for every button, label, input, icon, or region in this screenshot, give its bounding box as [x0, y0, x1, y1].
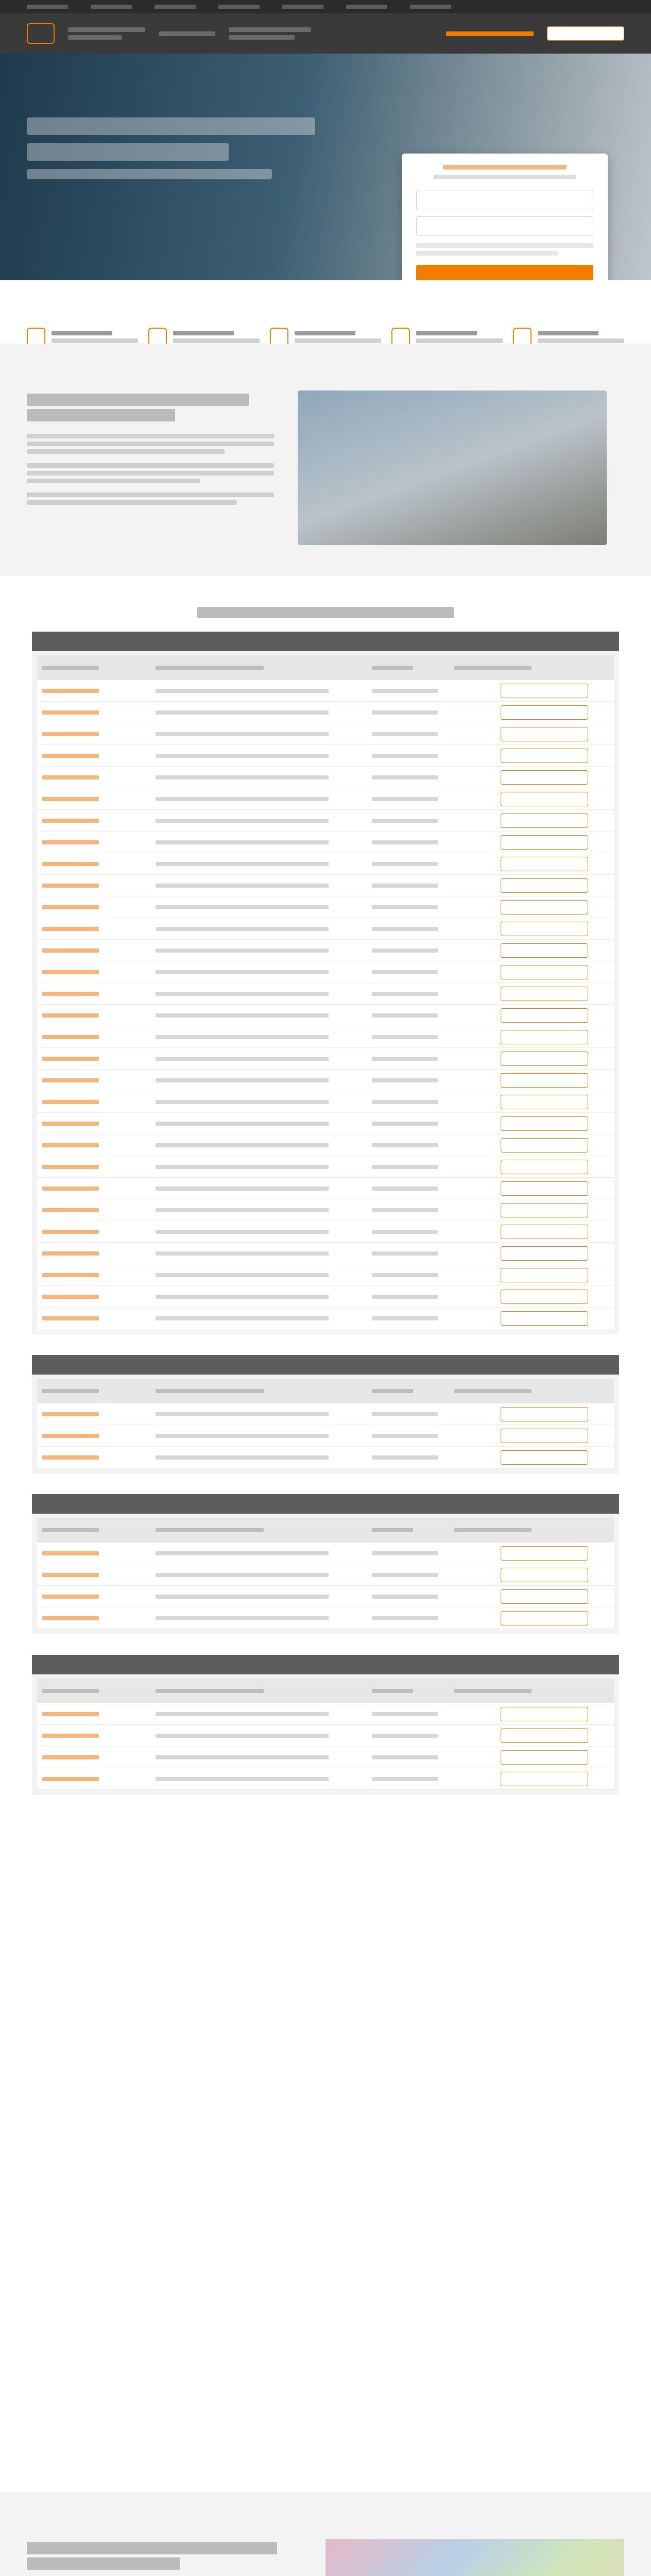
spec-cell	[156, 1273, 372, 1277]
feature-text	[416, 338, 503, 343]
delivery-section	[0, 2493, 651, 2576]
spec-cell	[156, 840, 372, 844]
spec-cell	[156, 1573, 372, 1577]
grade-link[interactable]	[42, 819, 156, 823]
name-input[interactable]	[416, 191, 593, 210]
spec-cell	[156, 927, 372, 931]
price-cell	[372, 819, 454, 823]
spec-cell	[156, 775, 372, 779]
order-button[interactable]	[501, 1707, 588, 1721]
order-button[interactable]	[501, 1407, 588, 1421]
spec-cell	[156, 1551, 372, 1555]
city-selector[interactable]	[159, 28, 215, 39]
price-row	[37, 1070, 614, 1091]
order-button[interactable]	[501, 1181, 588, 1196]
price-cell	[372, 1734, 454, 1738]
price-table	[32, 1494, 619, 1634]
spec-cell	[156, 905, 372, 909]
feature-text	[295, 338, 381, 343]
price-row	[37, 961, 614, 983]
price-row	[37, 1447, 614, 1468]
price-row	[37, 1607, 614, 1629]
feature-text	[52, 338, 138, 343]
column-header	[156, 666, 372, 670]
spec-cell	[156, 754, 372, 758]
price-cell	[372, 1057, 454, 1061]
price-cell	[372, 754, 454, 758]
grade-link[interactable]	[42, 1712, 156, 1716]
spec-cell	[156, 1434, 372, 1438]
order-button[interactable]	[501, 1546, 588, 1561]
price-row	[37, 832, 614, 853]
features-strip	[0, 280, 651, 344]
spec-cell	[156, 1734, 372, 1738]
feature-text	[173, 338, 260, 343]
price-cell	[372, 1316, 454, 1320]
feature-item	[148, 328, 260, 344]
spec-cell	[156, 948, 372, 953]
price-cell	[372, 1595, 454, 1599]
grade-link[interactable]	[42, 754, 156, 758]
grade-link[interactable]	[42, 1208, 156, 1212]
price-table	[32, 1355, 619, 1473]
order-button[interactable]	[501, 943, 588, 958]
grade-link[interactable]	[42, 840, 156, 844]
column-header	[42, 1689, 156, 1693]
price-cell	[372, 1013, 454, 1018]
price-cell	[372, 1777, 454, 1781]
price-cell	[372, 1434, 454, 1438]
delivery-zones-map[interactable]	[326, 2539, 624, 2576]
price-row	[37, 1586, 614, 1607]
price-cell	[372, 1122, 454, 1126]
order-button[interactable]	[501, 770, 588, 785]
discount-form	[402, 154, 608, 280]
grade-link[interactable]	[42, 1165, 156, 1169]
price-table-title	[32, 1655, 619, 1674]
site-header	[0, 13, 651, 54]
column-header	[42, 1389, 156, 1393]
grade-link[interactable]	[42, 1573, 156, 1577]
price-cell	[372, 710, 454, 715]
price-table	[32, 632, 619, 1334]
price-row	[37, 1134, 614, 1156]
feature-item	[270, 328, 381, 344]
price-cell	[372, 1273, 454, 1277]
column-header	[156, 1389, 372, 1393]
order-button[interactable]	[501, 1750, 588, 1765]
price-row	[37, 1026, 614, 1048]
grade-link[interactable]	[42, 1013, 156, 1018]
grade-link[interactable]	[42, 775, 156, 779]
price-cell	[372, 1143, 454, 1147]
order-button[interactable]	[501, 987, 588, 1001]
price-cell	[372, 905, 454, 909]
feature-text	[538, 338, 624, 343]
price-cell	[372, 1078, 454, 1082]
column-header	[42, 1528, 156, 1532]
grade-link[interactable]	[42, 1551, 156, 1555]
order-button[interactable]	[501, 1290, 588, 1304]
grade-link[interactable]	[42, 1230, 156, 1234]
price-row	[37, 1403, 614, 1425]
price-row	[37, 1264, 614, 1286]
price-row	[37, 1113, 614, 1134]
feature-item	[513, 328, 624, 344]
order-button[interactable]	[501, 922, 588, 936]
order-button[interactable]	[501, 1246, 588, 1261]
grade-link[interactable]	[42, 1595, 156, 1599]
spec-cell	[156, 1013, 372, 1018]
concrete-pouring-photo	[298, 391, 607, 545]
spec-cell	[156, 1616, 372, 1620]
feature-icon	[513, 328, 532, 344]
order-button[interactable]	[501, 792, 588, 806]
spec-cell	[156, 1455, 372, 1460]
price-row	[37, 810, 614, 832]
order-button[interactable]	[501, 749, 588, 763]
order-button[interactable]	[501, 1138, 588, 1153]
price-row	[37, 853, 614, 875]
intro-text	[27, 434, 274, 505]
grade-link[interactable]	[42, 1412, 156, 1416]
column-header	[372, 1389, 454, 1393]
order-button[interactable]	[501, 1073, 588, 1088]
spec-cell	[156, 884, 372, 888]
price-row	[37, 940, 614, 961]
nav-link[interactable]	[27, 5, 68, 9]
price-table-title	[32, 1494, 619, 1514]
spec-cell	[156, 710, 372, 715]
price-row	[37, 767, 614, 788]
order-button[interactable]	[501, 1225, 588, 1239]
order-button[interactable]	[501, 900, 588, 914]
grade-link[interactable]	[42, 1273, 156, 1277]
spec-cell	[156, 1165, 372, 1169]
spec-cell	[156, 689, 372, 693]
grade-link[interactable]	[42, 1434, 156, 1438]
price-cell	[372, 1455, 454, 1460]
price-row	[37, 875, 614, 896]
grade-link[interactable]	[42, 732, 156, 736]
grade-link[interactable]	[42, 1316, 156, 1320]
spec-cell	[156, 797, 372, 801]
price-row	[37, 745, 614, 767]
order-button[interactable]	[501, 1052, 588, 1066]
price-row	[37, 1048, 614, 1070]
price-row	[37, 1768, 614, 1790]
feature-title	[52, 331, 112, 335]
nav-link[interactable]	[282, 5, 323, 9]
price-row	[37, 1199, 614, 1221]
hero-title	[27, 117, 315, 200]
price-table-title	[32, 632, 619, 651]
grade-link[interactable]	[42, 1187, 156, 1191]
grade-link[interactable]	[42, 1100, 156, 1104]
callback-button[interactable]	[547, 26, 624, 41]
price-row	[37, 1286, 614, 1308]
spec-cell	[156, 1230, 372, 1234]
spec-cell	[156, 1057, 372, 1061]
order-button[interactable]	[501, 1772, 588, 1786]
nav-link[interactable]	[91, 5, 132, 9]
truck-logo-icon[interactable]	[27, 23, 55, 44]
grade-link[interactable]	[42, 905, 156, 909]
price-row	[37, 918, 614, 940]
column-header	[372, 1528, 454, 1532]
price-row	[37, 1725, 614, 1747]
grade-link[interactable]	[42, 1078, 156, 1082]
price-row	[37, 896, 614, 918]
column-header	[454, 1389, 609, 1393]
working-hours	[229, 24, 311, 43]
grade-link[interactable]	[42, 1755, 156, 1759]
spec-cell	[156, 1208, 372, 1212]
price-table-header	[37, 1518, 614, 1543]
price-row	[37, 1243, 614, 1264]
price-cell	[372, 1712, 454, 1716]
intro-section	[0, 344, 651, 576]
grade-link[interactable]	[42, 1616, 156, 1620]
feature-title	[538, 331, 598, 335]
price-cell	[372, 1295, 454, 1299]
price-table-header	[37, 1679, 614, 1703]
price-table	[32, 1655, 619, 1795]
price-cell	[372, 862, 454, 866]
price-row	[37, 1564, 614, 1586]
price-row	[37, 1178, 614, 1199]
order-button[interactable]	[501, 1095, 588, 1109]
price-cell	[372, 1230, 454, 1234]
grade-link[interactable]	[42, 927, 156, 931]
feature-icon	[27, 328, 45, 344]
order-button[interactable]	[501, 1611, 588, 1625]
order-button[interactable]	[501, 1429, 588, 1443]
column-header	[454, 1689, 609, 1693]
grade-link[interactable]	[42, 992, 156, 996]
spec-cell	[156, 1035, 372, 1039]
feature-item	[391, 328, 503, 344]
nav-link[interactable]	[218, 5, 260, 9]
top-navigation	[0, 0, 651, 13]
grade-link[interactable]	[42, 1143, 156, 1147]
column-header	[156, 1689, 372, 1693]
order-button[interactable]	[501, 857, 588, 871]
price-cell	[372, 1755, 454, 1759]
spec-cell	[156, 1295, 372, 1299]
grade-link[interactable]	[42, 1777, 156, 1781]
hero-submit-button[interactable]	[416, 265, 593, 280]
grade-link[interactable]	[42, 970, 156, 974]
price-cell	[372, 1412, 454, 1416]
price-row	[37, 723, 614, 745]
nav-link[interactable]	[346, 5, 387, 9]
hero-banner	[0, 54, 651, 280]
spec-cell	[156, 862, 372, 866]
column-header	[42, 666, 156, 670]
order-button[interactable]	[501, 1268, 588, 1282]
price-cell	[372, 1165, 454, 1169]
price-cell	[372, 927, 454, 931]
order-button[interactable]	[501, 1450, 588, 1465]
intro-title	[27, 394, 274, 421]
price-row	[37, 702, 614, 723]
price-cell	[372, 970, 454, 974]
order-button[interactable]	[501, 965, 588, 979]
feature-item	[27, 328, 138, 344]
spec-cell	[156, 732, 372, 736]
grade-link[interactable]	[42, 1035, 156, 1039]
column-header	[454, 666, 609, 670]
price-row	[37, 1005, 614, 1026]
price-cell	[372, 797, 454, 801]
price-cell	[372, 689, 454, 693]
form-title	[416, 165, 593, 170]
spec-cell	[156, 1595, 372, 1599]
price-row	[37, 1425, 614, 1447]
nav-link[interactable]	[155, 5, 196, 9]
order-button[interactable]	[501, 705, 588, 720]
order-button[interactable]	[501, 1568, 588, 1582]
feature-icon	[148, 328, 167, 344]
price-table-header	[37, 1379, 614, 1403]
price-cell	[372, 1616, 454, 1620]
price-row	[37, 1308, 614, 1329]
feature-icon	[391, 328, 410, 344]
spec-cell	[156, 970, 372, 974]
price-cell	[372, 992, 454, 996]
grade-link[interactable]	[42, 1251, 156, 1256]
grade-link[interactable]	[42, 1455, 156, 1460]
brand-name	[68, 24, 145, 43]
grade-link[interactable]	[42, 689, 156, 693]
price-row	[37, 1703, 614, 1725]
grade-link[interactable]	[42, 948, 156, 953]
price-row	[37, 1747, 614, 1768]
order-button[interactable]	[501, 1589, 588, 1604]
spec-cell	[156, 1712, 372, 1716]
price-row	[37, 1221, 614, 1243]
price-cell	[372, 948, 454, 953]
feature-title	[416, 331, 477, 335]
grade-link[interactable]	[42, 862, 156, 866]
price-row	[37, 1543, 614, 1564]
price-row	[37, 1091, 614, 1113]
spec-cell	[156, 1316, 372, 1320]
header-phone[interactable]	[446, 28, 534, 39]
order-button[interactable]	[501, 1203, 588, 1217]
price-cell	[372, 1551, 454, 1555]
price-cell	[372, 1573, 454, 1577]
grade-link[interactable]	[42, 1734, 156, 1738]
column-header	[156, 1528, 372, 1532]
order-button[interactable]	[501, 727, 588, 741]
price-cell	[372, 1208, 454, 1212]
price-row	[37, 983, 614, 1005]
order-button[interactable]	[501, 684, 588, 698]
order-button[interactable]	[501, 835, 588, 850]
spec-cell	[156, 819, 372, 823]
grade-link[interactable]	[42, 1122, 156, 1126]
order-button[interactable]	[501, 878, 588, 893]
order-button[interactable]	[501, 1160, 588, 1174]
prices-title	[197, 607, 454, 618]
spec-cell	[156, 992, 372, 996]
form-note	[416, 175, 593, 179]
price-cell	[372, 884, 454, 888]
order-button[interactable]	[501, 1030, 588, 1044]
order-button[interactable]	[501, 1116, 588, 1131]
price-table-title	[32, 1355, 619, 1375]
column-header	[372, 666, 454, 670]
phone-input[interactable]	[416, 216, 593, 236]
spec-cell	[156, 1251, 372, 1256]
order-button[interactable]	[501, 1008, 588, 1023]
spec-cell	[156, 1755, 372, 1759]
spec-cell	[156, 1143, 372, 1147]
order-button[interactable]	[501, 1311, 588, 1326]
price-row	[37, 680, 614, 702]
spec-cell	[156, 1412, 372, 1416]
consent-note	[416, 243, 593, 256]
price-cell	[372, 732, 454, 736]
column-header	[454, 1528, 609, 1532]
grade-link[interactable]	[42, 797, 156, 801]
price-cell	[372, 1187, 454, 1191]
price-cell	[372, 840, 454, 844]
price-section	[0, 576, 651, 2493]
spec-cell	[156, 1100, 372, 1104]
price-row	[37, 788, 614, 810]
price-cell	[372, 1035, 454, 1039]
feature-icon	[270, 328, 288, 344]
price-table-header	[37, 655, 614, 680]
grade-link[interactable]	[42, 1295, 156, 1299]
nav-link[interactable]	[410, 5, 451, 9]
grade-link[interactable]	[42, 710, 156, 715]
grade-link[interactable]	[42, 884, 156, 888]
order-button[interactable]	[501, 1728, 588, 1743]
spec-cell	[156, 1122, 372, 1126]
feature-title	[173, 331, 234, 335]
price-row	[37, 1156, 614, 1178]
price-cell	[372, 775, 454, 779]
price-cell	[372, 1251, 454, 1256]
price-cell	[372, 1100, 454, 1104]
spec-cell	[156, 1777, 372, 1781]
feature-title	[295, 331, 355, 335]
grade-link[interactable]	[42, 1057, 156, 1061]
order-button[interactable]	[501, 814, 588, 828]
spec-cell	[156, 1078, 372, 1082]
spec-cell	[156, 1187, 372, 1191]
delivery-title	[27, 2542, 305, 2570]
column-header	[372, 1689, 454, 1693]
